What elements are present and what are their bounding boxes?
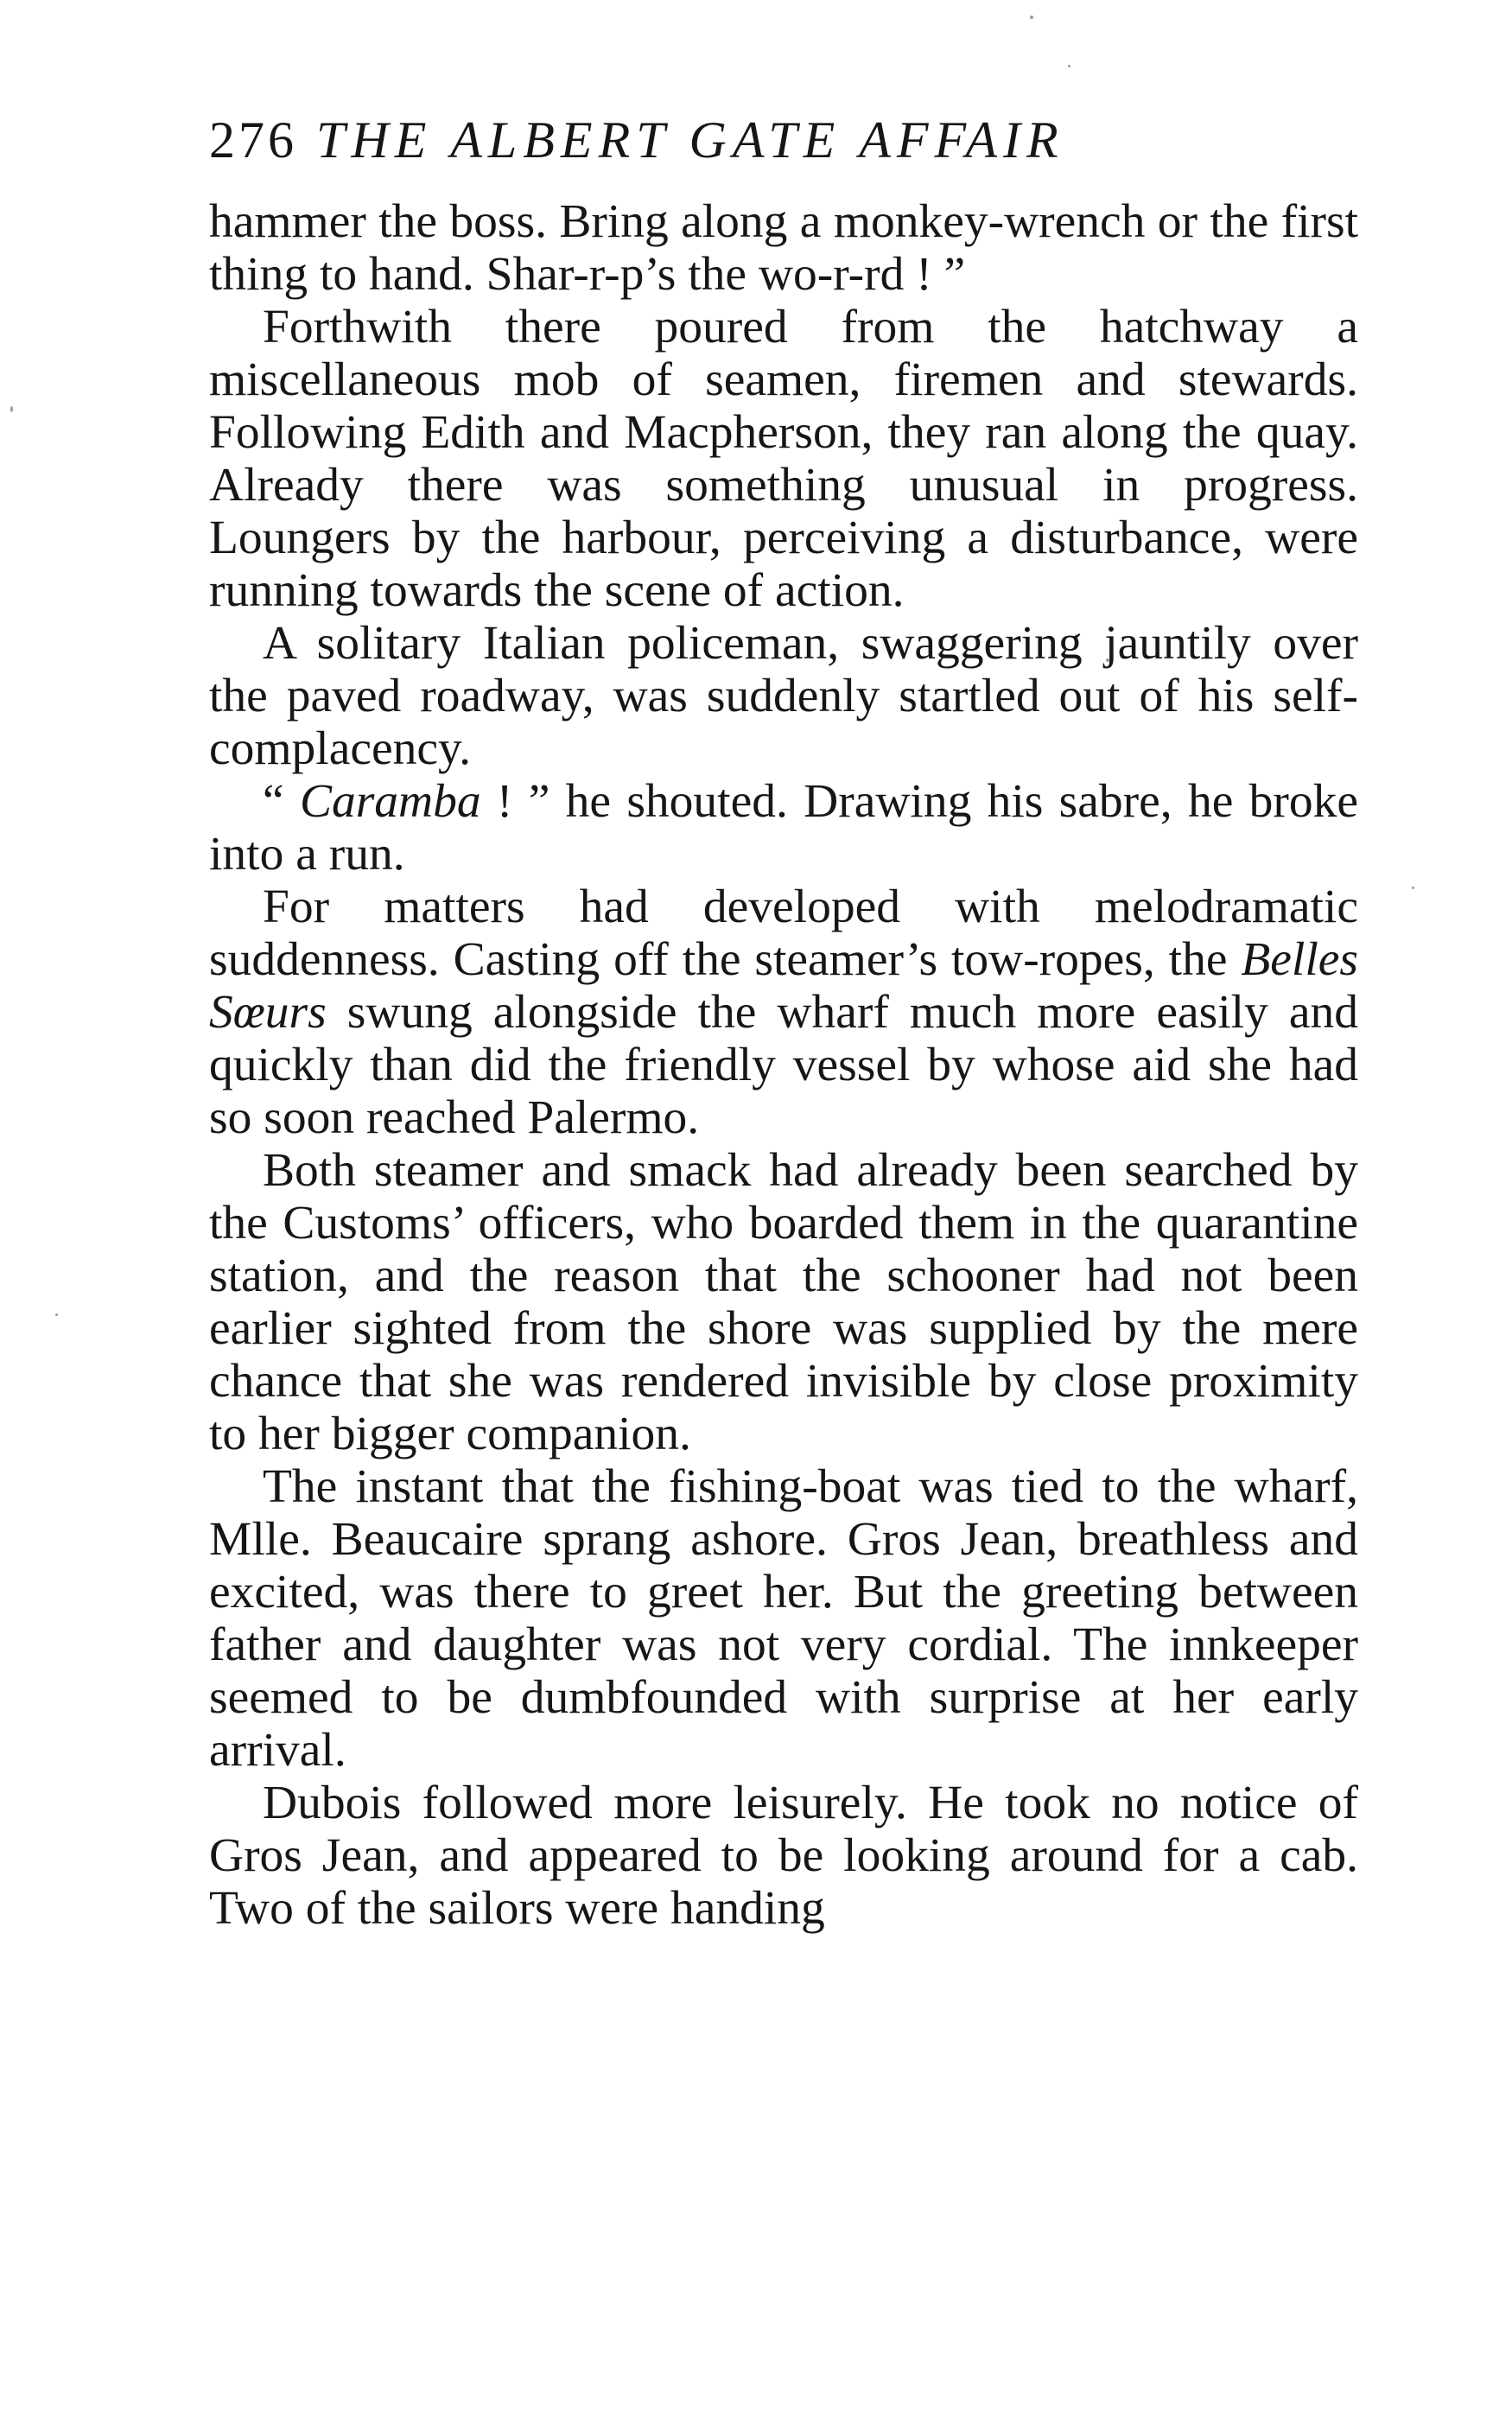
paragraph: A solitary Italian policeman, swaggering jauntily over the paved roadway, was suddenly startled out of his self-complacency.: [209, 617, 1358, 775]
paragraph: [209, 775, 1358, 881]
paragraph: The instant that the fishing-boat was tied to the wharf, Mlle. Beaucaire sprang ashore. Gros Jean, breathless and excited, was there to greet her. But the greeting between father and daughter was not very cordial. The innkeeper seemed to be dumbfounded with surprise at her early arrival.: [209, 1460, 1358, 1777]
scan-speck: [1412, 887, 1414, 889]
paragraph-rest: ! ” he shouted. Drawing his sabre, he broke into a run.: [209, 775, 1358, 881]
paragraph: Dubois followed more leisurely. He took no notice of Gros Jean, and appeared to be looking around for a cab. Two of the sailors were handing: [209, 1777, 1358, 1935]
page-number: 276: [209, 111, 297, 169]
running-title: THE ALBERT GATE AFFAIR: [316, 111, 1064, 169]
paragraph-start: For matters had developed with melodramatic suddenness. Casting off the steamer’s tow-ropes, the: [209, 881, 1358, 986]
italic-exclamation: Caramba: [299, 775, 481, 828]
open-quote: “: [263, 775, 300, 828]
ship-name: Belles Sœurs: [209, 933, 1358, 1039]
paragraph: hammer the boss. Bring along a monkey-wrench or the first thing to hand. Shar-r-p’s the wo-r-rd ! ”: [209, 195, 1358, 301]
scan-speck: [10, 406, 13, 412]
book-page: [209, 111, 1358, 1935]
paragraph: Forthwith there poured from the hatchway a miscellaneous mob of seamen, firemen and stewards. Following Edith and Macpherson, they ran along the quay. Already there was something unusual in progress. Loungers by the harbour, perceiving a disturbance, were running towards the scene of action.: [209, 301, 1358, 617]
scan-speck: [1068, 65, 1070, 67]
page-header: [209, 111, 1358, 171]
paragraph: Both steamer and smack had already been searched by the Customs’ officers, who boarded them in the quarantine station, and the reason that the schooner had not been earlier sighted from the shore was supplied by the mere chance that she was rendered invisible by close proximity to her bigger companion.: [209, 1144, 1358, 1460]
body-text: [209, 195, 1358, 1935]
paragraph-end: swung alongside the wharf much more easily and quickly than did the friendly vessel by whose aid she had so soon reached Palermo.: [209, 986, 1358, 1144]
paragraph: [209, 881, 1358, 1144]
scan-speck: [55, 1313, 58, 1316]
scan-speck: [1030, 16, 1033, 19]
